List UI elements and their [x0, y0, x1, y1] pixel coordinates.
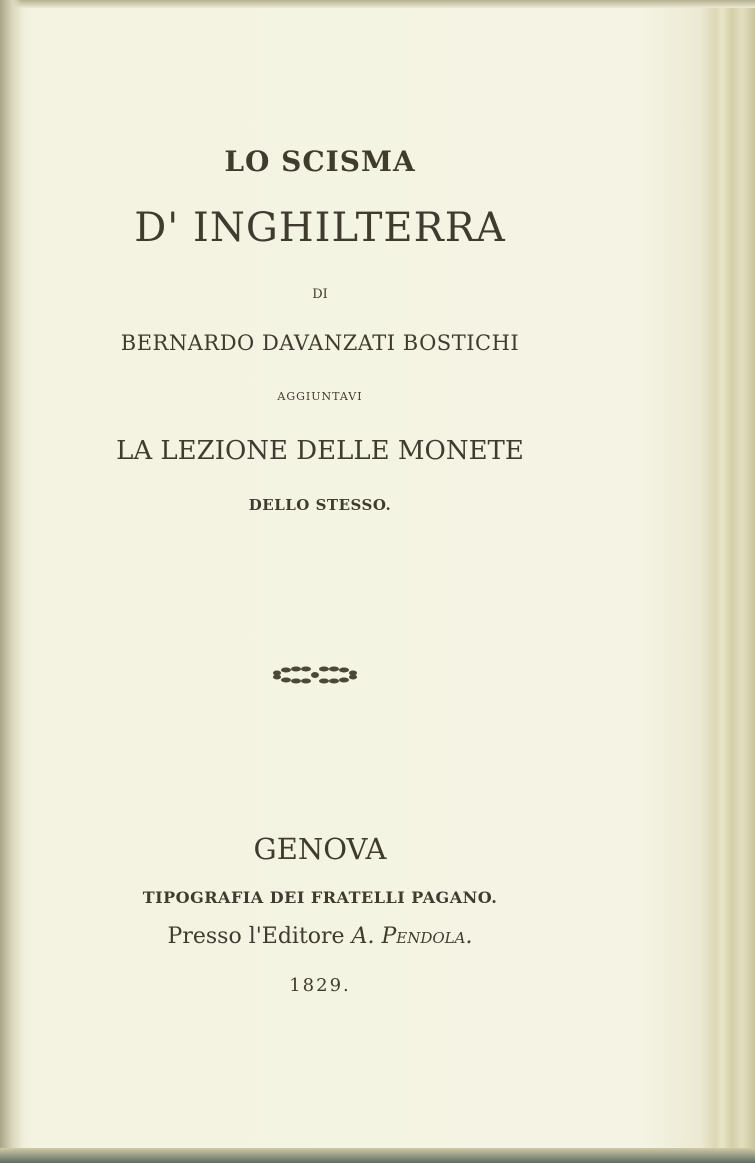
- same-author-label: DELLO STESSO.: [248, 496, 392, 514]
- second-work-title: LA LEZIONE DELLE MONETE: [116, 436, 524, 466]
- page-top-edge: [0, 0, 755, 8]
- publisher-name: A. Pendola.: [351, 924, 473, 949]
- author-name: BERNARDO DAVANZATI BOSTICHI: [120, 331, 520, 355]
- title-line-2: D' INGHILTERRA: [134, 205, 506, 251]
- leaf-ornament-icon: [270, 660, 360, 690]
- by-label: DI: [312, 287, 328, 302]
- imprint-printer: TIPOGRAFIA DEI FRATELLI PAGANO.: [142, 888, 498, 907]
- title-line-1: LO SCISMA: [224, 145, 416, 178]
- publisher-prefix: Presso l'Editore: [167, 924, 345, 949]
- page-bottom-edge: [0, 1148, 755, 1163]
- added-label: AGGIUNTAVI: [277, 390, 363, 403]
- imprint-year: 1829.: [289, 975, 351, 996]
- imprint-city: GENOVA: [253, 832, 387, 866]
- imprint-publisher: [0, 924, 640, 949]
